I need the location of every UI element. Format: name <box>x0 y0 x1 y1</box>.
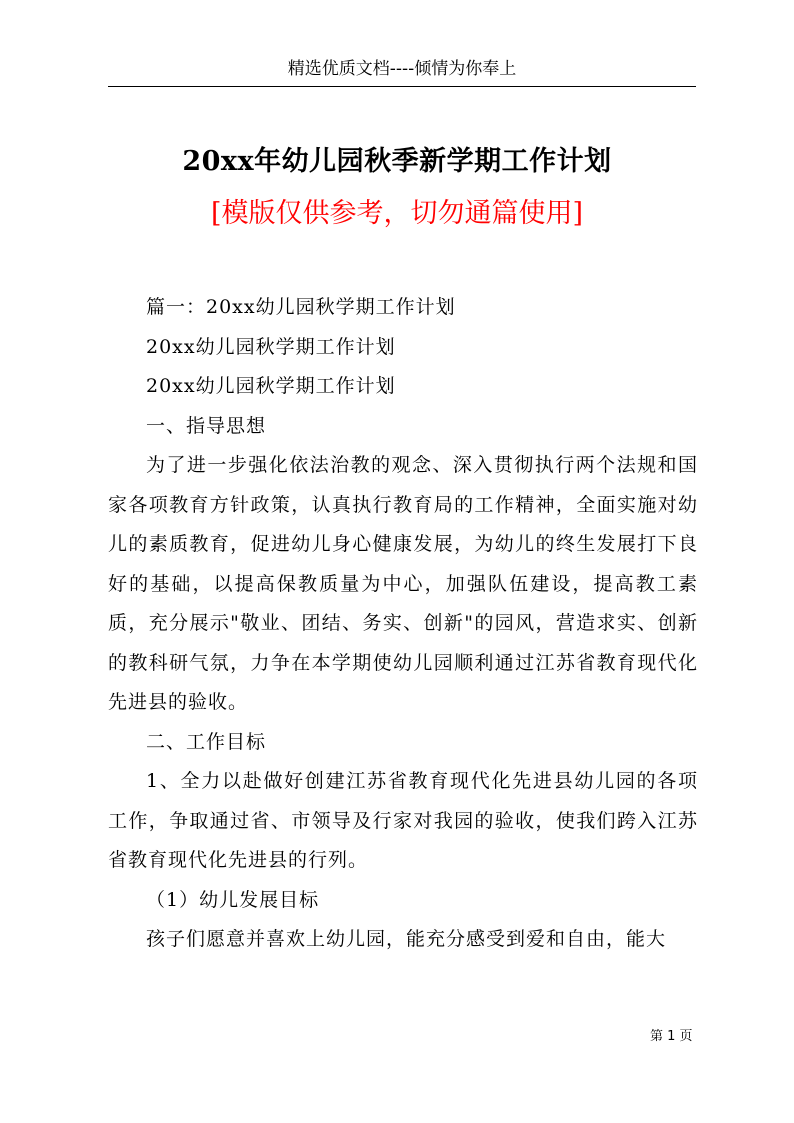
paragraph-guiding-ideology: 为了进一步强化依法治教的观念、深入贯彻执行两个法规和国家各项教育方针政策，认真执行教育局的工作精神，全面实施对幼儿的素质教育，促进幼儿身心健康发展，为幼儿的终生发展打下良好的基础，以提高保教质量为中心，加强队伍建设，提高教工素质，充分展示"敬业、团结、务实、创新"的园风，营造求实、创新的教科研气氛，力争在本学期使幼儿园顺利通过江苏省教育现代化先进县的验收。 <box>108 454 698 713</box>
paragraph-work-goal-1: 1、全力以赴做好创建江苏省教育现代化先进县幼儿园的各项工作，争取通过省、市领导及行家对我园的验收，使我们跨入江苏省教育现代化先进县的行列。 <box>108 770 698 871</box>
document-title: 20xx年幼儿园秋季新学期工作计划 <box>182 146 612 177</box>
document-subtitle: [模版仅供参考，切勿通篇使用] <box>210 198 584 229</box>
page-number: 第 1 页 <box>650 1029 693 1044</box>
section-heading-guiding-ideology: 一、指导思想 <box>146 414 267 437</box>
subheading-child-development-goals: （1）幼儿发展目标 <box>146 888 320 911</box>
page-header: 精选优质文档----倾情为你奉上 <box>108 56 696 87</box>
paragraph-2: 20xx幼儿园秋学期工作计划 <box>146 335 396 358</box>
document-body <box>108 288 698 960</box>
paragraph-child-development: 孩子们愿意并喜欢上幼儿园，能充分感受到爱和自由，能大 <box>146 928 667 950</box>
paragraph-3: 20xx幼儿园秋学期工作计划 <box>146 375 396 397</box>
paragraph-1: 篇一：20xx幼儿园秋学期工作计划 <box>146 296 456 318</box>
section-heading-work-goals: 二、工作目标 <box>146 730 267 753</box>
